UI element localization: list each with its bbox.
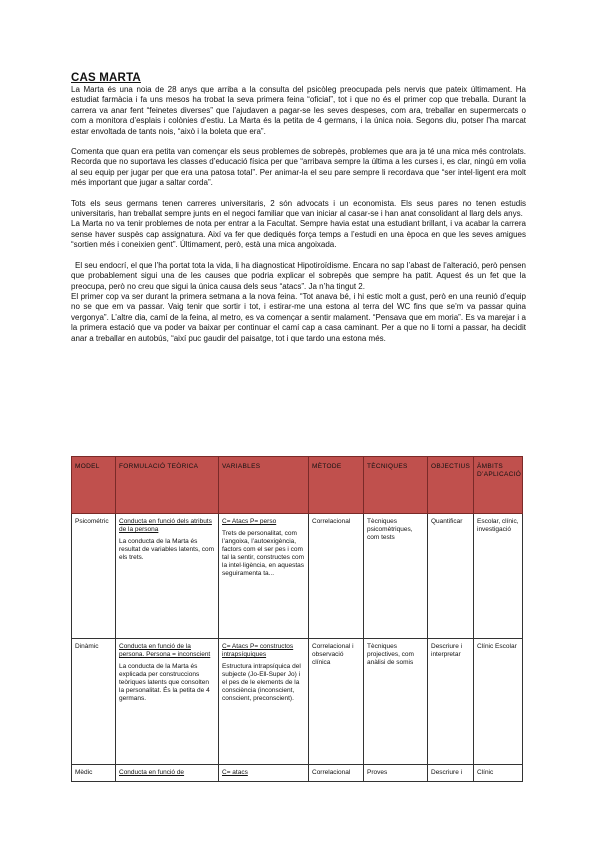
cell-techniques: Tècniques projectives, com anàlisi de somis — [364, 639, 428, 765]
paragraph-family: Tots els seus germans tenen carreres universitaris, 2 són advocats i un economista. Els seus pares no tenen estudis universitaris, han treballat sempre junts en el negoci familiar que van iniciar al casar-se i han anat consolidant al llarg dels anys. — [71, 198, 526, 219]
cell-method: Correlacional — [309, 765, 364, 782]
header-formulation: FORMULACIÓ TEÒRICA — [116, 457, 219, 514]
table-row — [72, 639, 523, 765]
cell-model: Mèdic — [72, 765, 116, 782]
cell-method: Correlacional — [309, 514, 364, 639]
cell-model: Psicométric — [72, 514, 116, 639]
paragraph-attacks: El primer cop va ser durant la primera setmana a la nova feina. “Tot anava bé, i hi estic molt a gust, però en una reunió d’equip no se que em va passar. Vaig tenir que sortir i tot, i estirar-me una estona al terra del WC fins que se’m va passar quina vergonya”. L’altre dia, camí de la feina, al metro, es va començar a sentir malament. “Pensava que em moria”. Es va marejar i a la primera estació que va poder va baixar per continuar el camí cap a casa caminant. Per a que no li torni a passar, ha decidit anar a treballar en autobús, “així puc gaudir del paisatge, tot i que tardo una estona més. — [71, 291, 526, 343]
cell-formulation — [116, 514, 219, 639]
header-method: MÈTODE — [309, 457, 364, 514]
paragraph-childhood: Comenta que quan era petita van començar els seus problemes de sobrepès, problemes que ara ja té una mica més controlats. Recorda que no suportava les classes d’educació física per que “arribava sempre la última a les curses i, es clar, ningú em volia al seu equip per jugar per que era una patosa total”. Per animar-la el seu pare sempre li recordava que “ser intel·ligent era molt més important que jugar a saltar corda”. — [71, 147, 526, 188]
cell-fields: Clínic — [474, 765, 523, 782]
table-row — [72, 765, 523, 782]
paragraph-diagnosis: El seu endocrí, el que l’ha portat tota la vida, li ha diagnosticat Hipotiroïdisme. Encara no sap l’abast de l’alteració, però pensen que probablement sigui una de les causes que podria explicar el sobrepès que sempre ha patit. Aquest és un fet que la preocupa, però no creu que sigui la única causa dels seus “atacs”. Ja n’ha tingut 2. — [71, 260, 526, 291]
paragraph-studies: La Marta no va tenir problemes de nota per entrar a la Facultat. Sempre havia estat una estudiant brillant, i va acabar la carrera sense haver suspès cap assignatura. Així va fer que dediqués força temps a l’estudi en una època en que les seves amigues “sortien més i coneixien gent”. Últimament, però, està una mica angoixada. — [71, 219, 526, 250]
cell-techniques: Proves — [364, 765, 428, 782]
header-fields: ÀMBITS D’APLICACIÓ — [474, 457, 523, 514]
cell-objectives: Descriure i interpretar — [428, 639, 474, 765]
header-techniques: TÈCNIQUES — [364, 457, 428, 514]
cell-model: Dinàmic — [72, 639, 116, 765]
header-variables: VARIABLES — [219, 457, 309, 514]
cell-techniques: Tècniques psicomètriques, com tests — [364, 514, 428, 639]
header-model: MODEL — [72, 457, 116, 514]
cell-fields: Clínic Escolar — [474, 639, 523, 765]
formulation-link: Conducta en funció de — [119, 769, 185, 776]
cell-formulation — [116, 639, 219, 765]
cell-formulation — [116, 765, 219, 782]
variables-link: C= Atacs P= perso — [222, 518, 277, 525]
cell-objectives: Quantificar — [428, 514, 474, 639]
variables-link: C= atacs — [222, 769, 248, 776]
document-body — [71, 72, 526, 344]
formulation-text: La conducta de la Marta és resultat de variables latents, com els trets. — [119, 538, 215, 561]
variables-text: Trets de personalitat, com l’angoixa, l’autoexigència, factors com el ser pes i com tal la sentir, constructes com la intel·ligència, en aquestas seguiramenta ta... — [222, 530, 305, 577]
models-table — [71, 456, 523, 782]
variables-text: Estructura intrapsíquica del subjecte (Jo-Ell-Super Jo) i el pes de le elements de la consciència (inconscient, conscient, preconscient). — [222, 663, 301, 702]
cell-variables — [219, 765, 309, 782]
header-objectives: OBJECTIUS — [428, 457, 474, 514]
cell-objectives: Descriure i — [428, 765, 474, 782]
table-row — [72, 514, 523, 639]
formulation-link: Conducta en funció de la persona. Persona = inconscient — [119, 643, 211, 658]
cell-variables — [219, 514, 309, 639]
document-title: CAS MARTA — [71, 72, 141, 84]
cell-method: Correlacional i observació clínica — [309, 639, 364, 765]
variables-link: C= Atacs P= constructos intrapsíquiques — [222, 643, 294, 658]
formulation-text: La conducta de la Marta és explicada per construccions teòriques latents que consolten la personalitat. És la petita de 4 germans. — [119, 663, 210, 702]
formulation-link: Conducta en funció dels atributs de la persona — [119, 518, 212, 533]
paragraph-intro: La Marta és una noia de 28 anys que arriba a la consulta del psicòleg preocupada pels nervis que pateix últimament. Ha estudiat farmàcia i fa uns mesos ha trobat la seva primera feina “oficial”, tot i que no és el primer cop que treballa. Durant la carrera va anar fent “feinetes diverses” que l’ajudaven a pagar-se les seves despeses, com ara, treballar en supermercats o com a monitora d’esplais i colònies d’estiu. La Marta és la petita de 4 germans, i la única noia. Segons diu, potser l’ha marcat estar envoltada de tants nois, “això i la boleta que era”. — [71, 85, 526, 136]
cell-fields: Escolar, clínic, investigació — [474, 514, 523, 639]
table-header-row — [72, 457, 523, 514]
cell-variables — [219, 639, 309, 765]
